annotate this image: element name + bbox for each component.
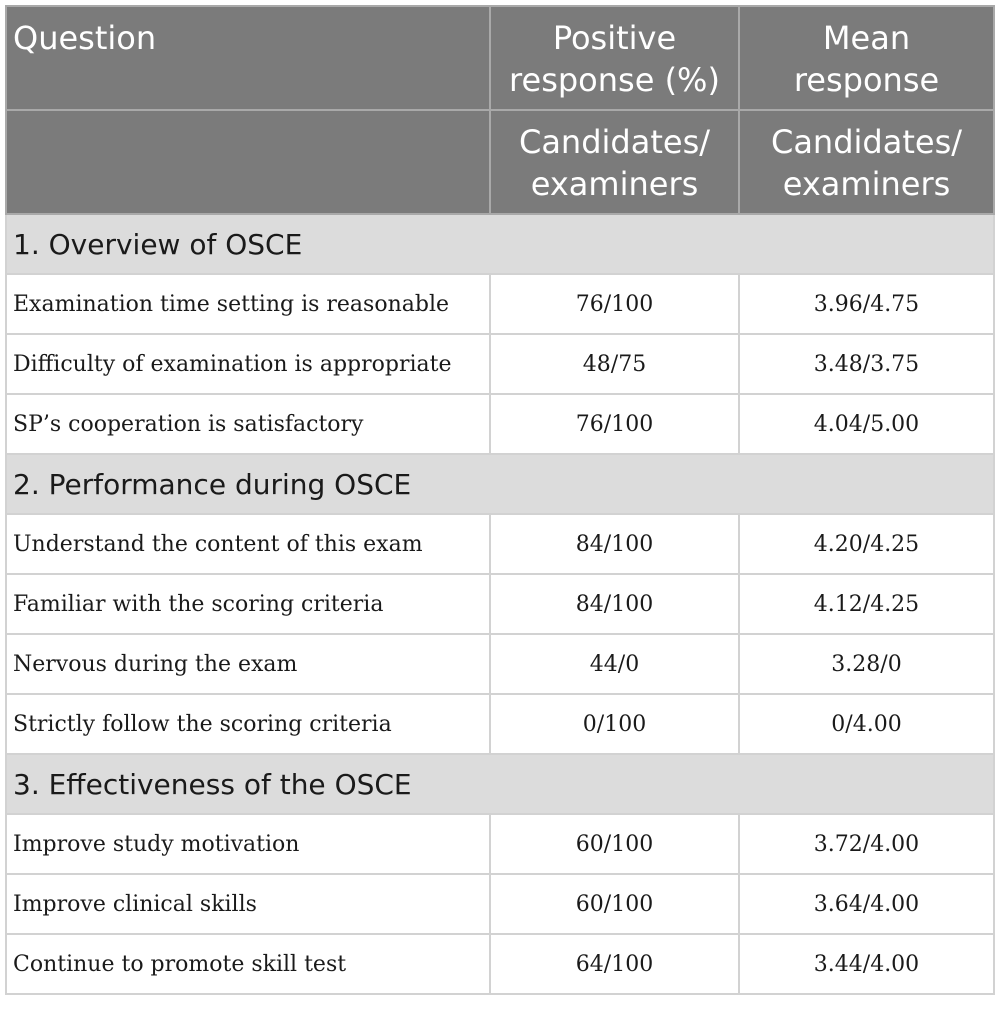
positive-cell: 44/0: [490, 634, 739, 694]
positive-cell: 48/75: [490, 334, 739, 394]
mean-cell: 4.20/4.25: [739, 514, 994, 574]
section-title: 1. Overview of OSCE: [6, 214, 994, 274]
positive-cell: 60/100: [490, 874, 739, 934]
question-cell: Improve clinical skills: [6, 874, 490, 934]
mean-cell: 0/4.00: [739, 694, 994, 754]
positive-header-line2: response (%): [509, 61, 720, 99]
mean-subheader-line1: Candidates/: [770, 123, 963, 161]
mean-cell: 3.28/0: [739, 634, 994, 694]
mean-subheader-line2: examiners: [782, 165, 951, 203]
section-row: [6, 454, 994, 514]
positive-cell: 84/100: [490, 574, 739, 634]
section-title: 3. Effectiveness of the OSCE: [6, 754, 994, 814]
question-cell: Continue to promote skill test: [6, 934, 490, 994]
table-row: [6, 514, 994, 574]
mean-header-line2: response: [793, 61, 940, 99]
question-header-label: Question: [13, 19, 157, 57]
mean-cell: 3.64/4.00: [739, 874, 994, 934]
question-cell: SP’s cooperation is satisfactory: [6, 394, 490, 454]
table-row: [6, 574, 994, 634]
mean-cell: 3.96/4.75: [739, 274, 994, 334]
mean-cell: 3.72/4.00: [739, 814, 994, 874]
question-cell: Strictly follow the scoring criteria: [6, 694, 490, 754]
survey-table: [5, 5, 995, 995]
section-row: [6, 214, 994, 274]
mean-cell: 3.48/3.75: [739, 334, 994, 394]
positive-cell: 76/100: [490, 274, 739, 334]
positive-cell: 60/100: [490, 814, 739, 874]
positive-cell: 84/100: [490, 514, 739, 574]
section-row: [6, 754, 994, 814]
table-row: [6, 274, 994, 334]
table-row: [6, 694, 994, 754]
question-subheader-empty: [6, 110, 490, 214]
question-header: [6, 6, 490, 110]
table-row: [6, 634, 994, 694]
question-cell: Difficulty of examination is appropriate: [6, 334, 490, 394]
question-cell: Understand the content of this exam: [6, 514, 490, 574]
question-cell: Familiar with the scoring criteria: [6, 574, 490, 634]
section-title: 2. Performance during OSCE: [6, 454, 994, 514]
positive-header-line1: Positive: [552, 19, 677, 57]
table-row: [6, 874, 994, 934]
table-row: [6, 394, 994, 454]
mean-response-header: [739, 6, 994, 110]
positive-subheader-line2: examiners: [530, 165, 699, 203]
table-row: [6, 334, 994, 394]
mean-cell: 4.12/4.25: [739, 574, 994, 634]
positive-subheader: [490, 110, 739, 214]
mean-cell: 4.04/5.00: [739, 394, 994, 454]
question-cell: Nervous during the exam: [6, 634, 490, 694]
positive-cell: 0/100: [490, 694, 739, 754]
positive-subheader-line1: Candidates/: [518, 123, 711, 161]
positive-cell: 76/100: [490, 394, 739, 454]
question-cell: Examination time setting is reasonable: [6, 274, 490, 334]
header-row: [6, 6, 994, 110]
mean-cell: 3.44/4.00: [739, 934, 994, 994]
mean-header-line1: Mean: [822, 19, 911, 57]
subheader-row: [6, 110, 994, 214]
table-row: [6, 814, 994, 874]
positive-cell: 64/100: [490, 934, 739, 994]
positive-response-header: [490, 6, 739, 110]
question-cell: Improve study motivation: [6, 814, 490, 874]
mean-subheader: [739, 110, 994, 214]
table-row: [6, 934, 994, 994]
